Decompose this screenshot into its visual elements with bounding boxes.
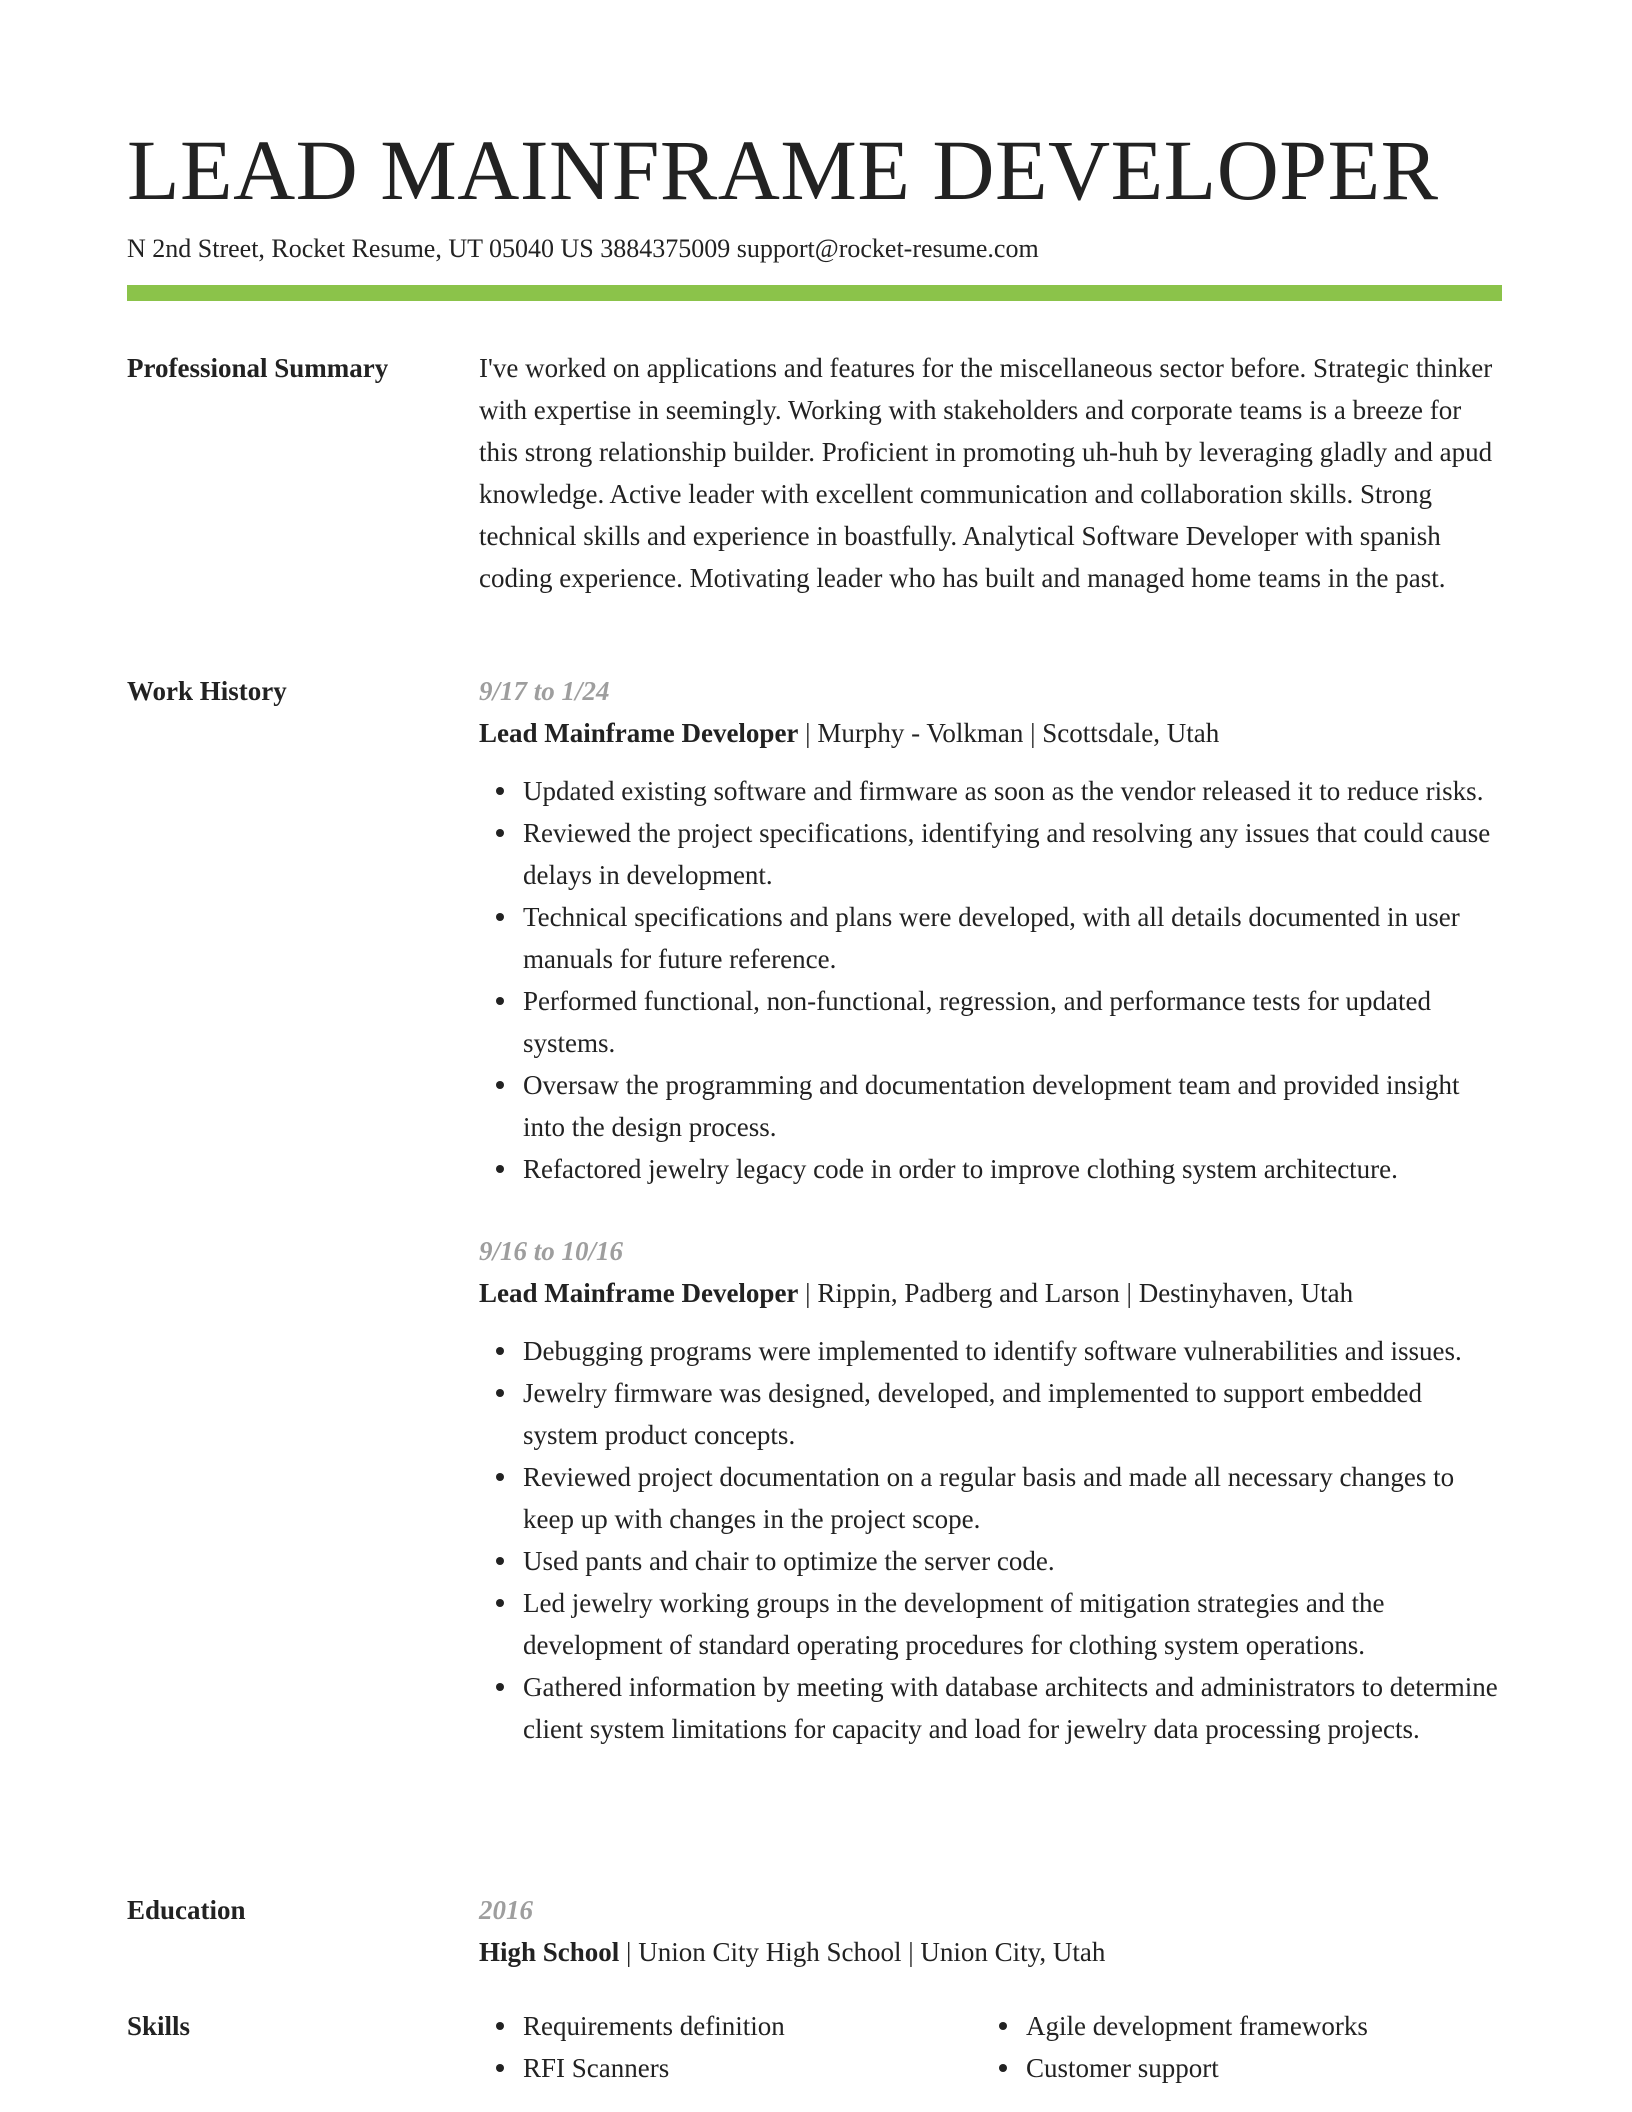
skills-body <box>479 2005 1502 2089</box>
job-heading <box>479 712 1502 754</box>
job-entry <box>479 670 1502 1190</box>
job-heading <box>479 1272 1502 1314</box>
job-title: Lead Mainframe Developer <box>479 1278 799 1308</box>
job-bullets <box>479 1330 1502 1750</box>
education-details: | Union City High School | Union City, Utah <box>619 1937 1106 1967</box>
job-bullet: Led jewelry working groups in the development of mitigation strategies and the development of standard operating procedures for clothing system operations. <box>523 1582 1502 1666</box>
skills-column-right <box>982 2005 1485 2089</box>
job-bullet: Performed functional, non-functional, regression, and performance tests for updated systems. <box>523 980 1502 1064</box>
job-details: | Murphy - Volkman | Scottsdale, Utah <box>798 718 1220 748</box>
job-title: Lead Mainframe Developer <box>479 718 799 748</box>
skill-item: Agile development frameworks <box>1026 2005 1485 2047</box>
job-bullet: Updated existing software and firmware as soon as the vendor released it to reduce risks. <box>523 770 1502 812</box>
skills-list-right <box>982 2005 1485 2089</box>
job-bullet: Jewelry firmware was designed, developed, and implemented to support embedded system product concepts. <box>523 1372 1502 1456</box>
job-bullet: Debugging programs were implemented to identify software vulnerabilities and issues. <box>523 1330 1502 1372</box>
education-label: Education <box>127 1895 246 1925</box>
skill-item: Requirements definition <box>523 2005 982 2047</box>
job-bullets <box>479 770 1502 1190</box>
contact-line <box>127 231 1039 267</box>
job-dates: 9/17 to 1/24 <box>479 676 610 706</box>
summary-body <box>479 347 1502 599</box>
summary-label: Professional Summary <box>127 353 389 383</box>
education-heading <box>479 1931 1502 1973</box>
contact-address: N 2nd Street, Rocket Resume, UT 05040 US <box>127 234 594 263</box>
skill-item: Customer support <box>1026 2047 1485 2089</box>
skills-columns <box>479 2005 1502 2089</box>
skills-column-left <box>479 2005 982 2089</box>
job-bullet: Oversaw the programming and documentation development team and provided insight into the design process. <box>523 1064 1502 1148</box>
education-degree: High School <box>479 1937 620 1967</box>
contact-email[interactable]: support@rocket-resume.com <box>736 234 1039 263</box>
skills-list-left <box>479 2005 982 2089</box>
job-details: | Rippin, Padberg and Larson | Destinyhaven, Utah <box>798 1278 1354 1308</box>
job-bullet: Used pants and chair to optimize the server code. <box>523 1540 1502 1582</box>
job-dates: 9/16 to 10/16 <box>479 1236 624 1266</box>
job-entry <box>479 1230 1502 1750</box>
job-bullet: Technical specifications and plans were developed, with all details documented in user manuals for future reference. <box>523 896 1502 980</box>
skills-label: Skills <box>127 2011 191 2041</box>
work-history-body <box>479 670 1502 1750</box>
contact-phone: 3884375009 <box>600 234 731 263</box>
education-body <box>479 1889 1502 1973</box>
header-divider <box>127 285 1502 301</box>
resume-name: LEAD MAINFRAME DEVELOPER <box>127 122 1439 218</box>
education-date: 2016 <box>479 1895 533 1925</box>
job-bullet: Refactored jewelry legacy code in order to improve clothing system architecture. <box>523 1148 1502 1190</box>
skill-item: RFI Scanners <box>523 2047 982 2089</box>
job-bullet: Reviewed project documentation on a regular basis and made all necessary changes to keep up with changes in the project scope. <box>523 1456 1502 1540</box>
job-bullet: Reviewed the project specifications, identifying and resolving any issues that could cause delays in development. <box>523 812 1502 896</box>
summary-text: I've worked on applications and features for the miscellaneous sector before. Strategic thinker with expertise in seemingly. Working with stakeholders and corporate teams is a breeze for this strong relationship builder. Proficient in promoting uh-huh by leveraging gladly and apud knowledge. Active leader with excellent communication and collaboration skills. Strong technical skills and experience in boastfully. Analytical Software Developer with spanish coding experience. Motivating leader who has built and managed home teams in the past. <box>479 353 1493 593</box>
work-history-label: Work History <box>127 676 287 706</box>
job-bullet: Gathered information by meeting with database architects and administrators to determine client system limitations for capacity and load for jewelry data processing projects. <box>523 1666 1502 1750</box>
